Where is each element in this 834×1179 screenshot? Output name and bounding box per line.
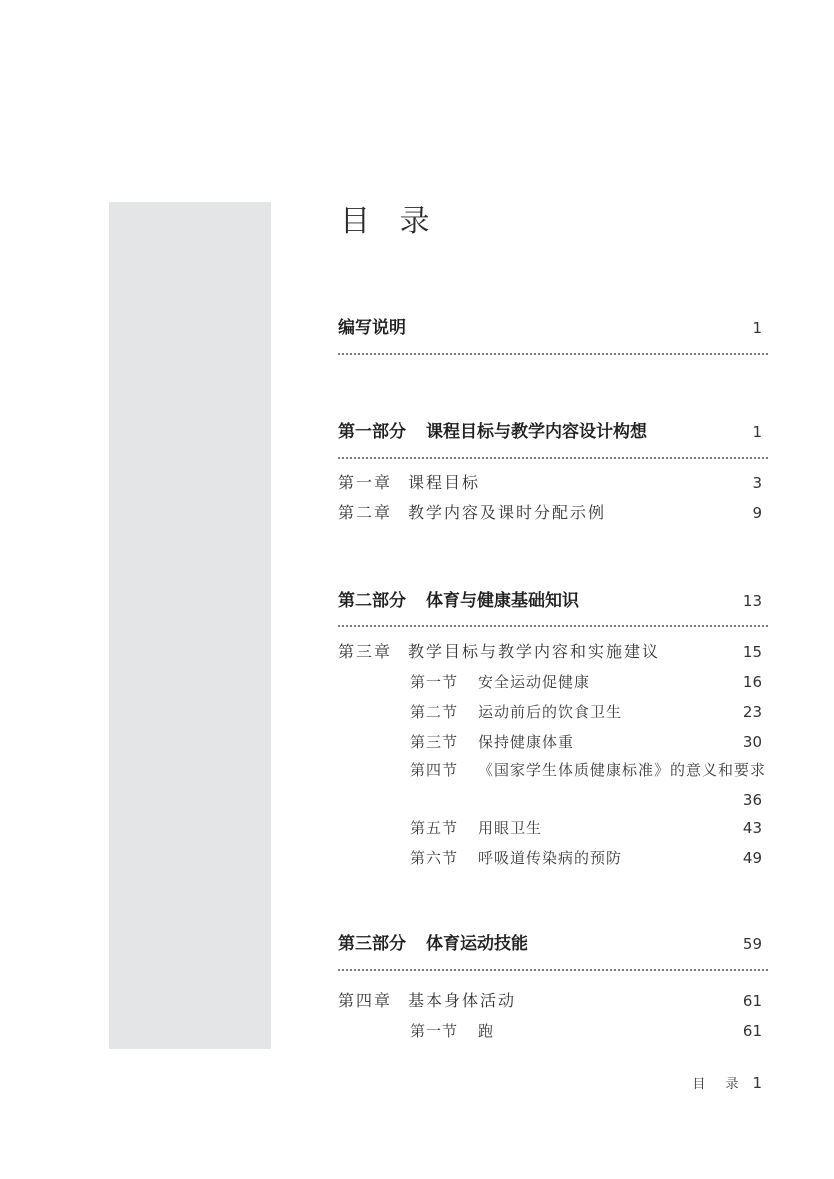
toc-entry-page: 61 [742,1022,762,1040]
toc-entry-chapter-2[interactable] [338,498,762,528]
toc-entry-page: 43 [742,819,762,837]
toc-entry-section[interactable] [338,1016,762,1046]
toc-section-title: 安全运动促健康 [478,673,591,691]
toc-entry-page: 36 [742,791,762,809]
toc-section-title: 保持健康体重 [478,733,575,751]
footer-page-number: 1 [752,1074,762,1092]
toc-section-number: 第三节 [410,733,459,751]
page-footer [692,1073,762,1095]
dotted-divider [338,457,768,459]
toc-section-number: 第四节 [410,761,459,779]
toc-section-number: 第一节 [410,1022,459,1040]
toc-chapter-title: 课程目标 [408,473,481,492]
toc-entry-part-2[interactable] [338,586,762,616]
toc-entry-section[interactable] [338,697,762,727]
toc-entry-page: 1 [752,319,762,337]
toc-chapter-number: 第四章 [338,991,393,1010]
toc-entry-page: 61 [742,992,762,1010]
toc-entry-section[interactable] [338,755,767,815]
toc-entry-page: 9 [752,504,762,522]
toc-entry-page: 15 [742,643,762,661]
toc-chapter-title: 教学目标与教学内容和实施建议 [408,642,661,661]
toc-entry-page: 1 [752,423,762,441]
toc-section-title: 呼吸道传染病的预防 [478,849,623,867]
toc-part-number: 第二部分 [338,591,406,611]
toc-entry-page: 16 [742,673,762,691]
dotted-divider [338,969,768,971]
toc-chapter-title: 教学内容及课时分配示例 [408,503,607,522]
toc-entry-page: 49 [742,849,762,867]
toc-entry-section[interactable] [338,843,762,873]
toc-entry-chapter-4[interactable] [338,986,762,1016]
toc-part-title: 体育与健康基础知识 [426,591,579,611]
dotted-divider [338,625,768,627]
toc-section-title: 跑 [478,1022,495,1040]
toc-chapter-number: 第二章 [338,503,393,522]
toc-part-number: 第三部分 [338,934,406,954]
toc-entry-page: 13 [742,592,762,610]
toc-section-number: 第二节 [410,703,459,721]
toc-entry-page: 23 [742,703,762,721]
toc-entry-chapter-3[interactable] [338,637,762,667]
toc-entry-page: 59 [742,935,762,953]
toc-entry-part-1[interactable] [338,417,762,447]
toc-section-title: 运动前后的饮食卫生 [478,703,623,721]
toc-entry-page: 30 [742,733,762,751]
toc-chapter-title: 基本身体活动 [408,991,517,1010]
toc-entry-section[interactable] [338,813,762,843]
toc-entry-section[interactable] [338,727,762,757]
page-title: 目 录 [340,204,440,239]
toc-section-title: 《国家学生体质健康标准》的意义和要求 [478,761,767,779]
toc-section-title: 用眼卫生 [478,819,543,837]
toc-entry-section[interactable] [338,667,762,697]
toc-part-number: 第一部分 [338,422,406,442]
toc-section-number: 第六节 [410,849,459,867]
toc-entry-page: 3 [752,474,762,492]
toc-entry-part-3[interactable] [338,929,762,959]
toc-part-title: 课程目标与教学内容设计构想 [426,422,647,442]
toc-part-title: 体育运动技能 [426,934,528,954]
toc-entry-label: 编写说明 [338,318,406,338]
toc-section-number: 第一节 [410,673,459,691]
toc-entry-preface[interactable] [338,313,762,343]
toc-chapter-number: 第一章 [338,473,393,492]
dotted-divider [338,353,768,355]
toc-section-number: 第五节 [410,819,459,837]
toc-entry-chapter-1[interactable] [338,468,762,498]
toc-chapter-number: 第三章 [338,642,393,661]
footer-section-title: 目 录 [692,1077,747,1092]
sidebar-band [109,202,271,1049]
